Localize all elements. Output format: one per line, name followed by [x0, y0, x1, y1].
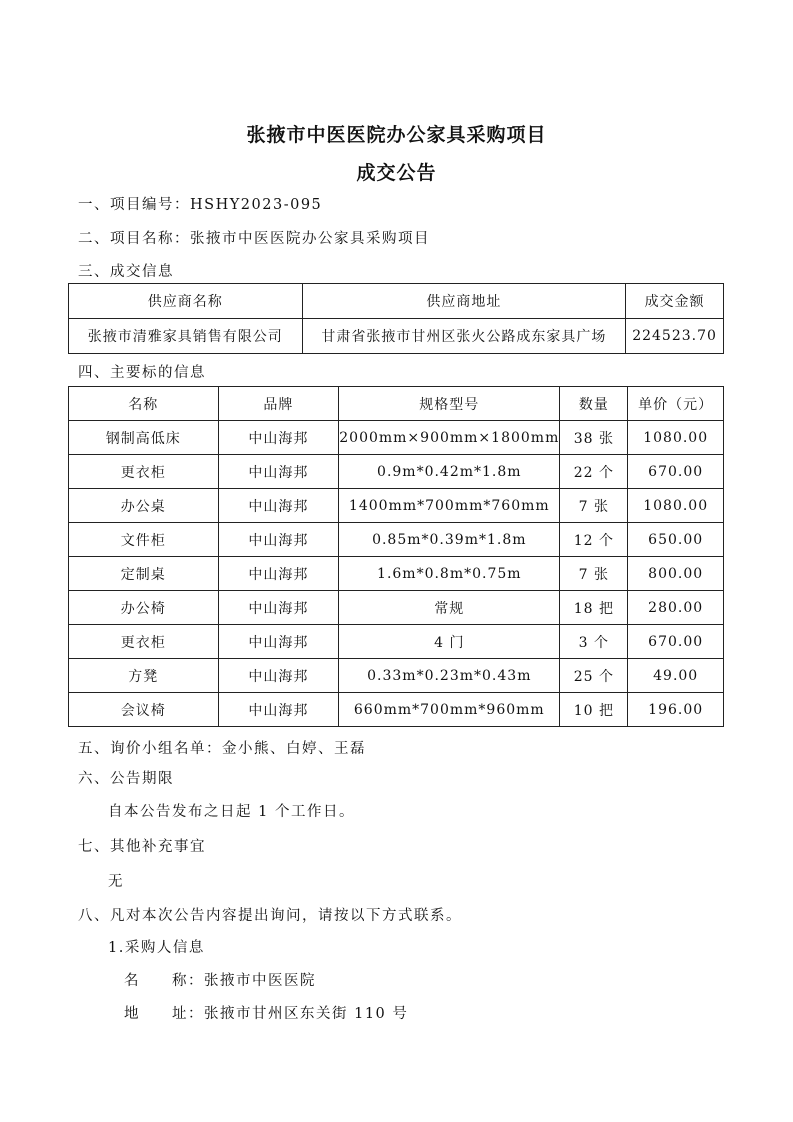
table-row	[69, 523, 724, 557]
supplier-table	[68, 283, 724, 354]
item-name: 方凳	[69, 659, 219, 693]
table-row	[69, 591, 724, 625]
notice-period-body: 自本公告发布之日起 1 个工作日。	[108, 804, 355, 820]
header-cell: 供应商地址	[302, 284, 626, 319]
table-row	[69, 489, 724, 523]
table-row	[69, 693, 724, 727]
header-cell: 名称	[69, 387, 219, 421]
supplier-address: 甘肃省张掖市甘州区张火公路成东家具广场	[302, 319, 626, 354]
item-qty: 10 把	[560, 693, 628, 727]
item-spec: 4 门	[339, 625, 560, 659]
item-name: 钢制高低床	[69, 421, 219, 455]
table-row	[69, 455, 724, 489]
header-cell: 规格型号	[339, 387, 560, 421]
item-qty: 12 个	[560, 523, 628, 557]
item-name: 文件柜	[69, 523, 219, 557]
item-qty: 38 张	[560, 421, 628, 455]
item-brand: 中山海邦	[218, 591, 339, 625]
other-matters-heading: 七、其他补充事宜	[78, 839, 206, 855]
purchaser-address-label: 地 址：	[124, 1006, 204, 1022]
item-price: 1080.00	[628, 489, 724, 523]
item-brand: 中山海邦	[218, 421, 339, 455]
item-price: 280.00	[628, 591, 724, 625]
table-row	[69, 319, 724, 354]
item-spec: 常规	[339, 591, 560, 625]
item-qty: 7 张	[560, 489, 628, 523]
item-price: 670.00	[628, 455, 724, 489]
item-name: 办公桌	[69, 489, 219, 523]
header-cell: 数量	[560, 387, 628, 421]
item-price: 670.00	[628, 625, 724, 659]
header-cell: 品牌	[218, 387, 339, 421]
item-spec: 0.9m*0.42m*1.8m	[339, 455, 560, 489]
project-name: 二、项目名称：张掖市中医医院办公家具采购项目	[78, 231, 430, 247]
item-spec: 0.33m*0.23m*0.43m	[339, 659, 560, 693]
item-qty: 18 把	[560, 591, 628, 625]
item-spec: 660mm*700mm*960mm	[339, 693, 560, 727]
table-row	[69, 625, 724, 659]
item-qty: 3 个	[560, 625, 628, 659]
item-name: 办公椅	[69, 591, 219, 625]
item-brand: 中山海邦	[218, 455, 339, 489]
document-subtitle: 成交公告	[356, 162, 437, 184]
purchaser-address: 张掖市甘州区东关街 110 号	[204, 1006, 409, 1022]
table-row	[69, 421, 724, 455]
item-qty: 25 个	[560, 659, 628, 693]
header-cell: 供应商名称	[69, 284, 303, 319]
item-brand: 中山海邦	[218, 693, 339, 727]
item-brand: 中山海邦	[218, 557, 339, 591]
supplier-name: 张掖市清雅家具销售有限公司	[69, 319, 303, 354]
items-heading: 四、主要标的信息	[78, 365, 206, 381]
item-name: 更衣柜	[69, 455, 219, 489]
item-brand: 中山海邦	[218, 625, 339, 659]
item-name: 更衣柜	[69, 625, 219, 659]
item-spec: 2000mm×900mm×1800mm	[339, 421, 560, 455]
item-spec: 1400mm*700mm*760mm	[339, 489, 560, 523]
item-spec: 1.6m*0.8m*0.75m	[339, 557, 560, 591]
project-number: 一、项目编号：HSHY2023-095	[78, 197, 323, 213]
table-row	[69, 557, 724, 591]
item-price: 800.00	[628, 557, 724, 591]
other-matters-body: 无	[108, 874, 124, 890]
item-name: 定制桌	[69, 557, 219, 591]
purchaser-name-label: 名 称：	[124, 973, 204, 989]
purchaser-name: 张掖市中医医院	[204, 973, 316, 989]
document-title: 张掖市中医医院办公家具采购项目	[246, 124, 547, 146]
item-price: 49.00	[628, 659, 724, 693]
header-cell: 单价（元）	[628, 387, 724, 421]
contact-heading: 八、凡对本次公告内容提出询问，请按以下方式联系。	[78, 908, 462, 924]
table-header-row	[69, 387, 724, 421]
header-cell: 成交金额	[626, 284, 724, 319]
purchaser-address-row	[124, 1002, 408, 1023]
item-price: 196.00	[628, 693, 724, 727]
purchaser-name-row	[124, 969, 316, 990]
item-spec: 0.85m*0.39m*1.8m	[339, 523, 560, 557]
item-name: 会议椅	[69, 693, 219, 727]
item-price: 650.00	[628, 523, 724, 557]
item-qty: 22 个	[560, 455, 628, 489]
deal-info-heading: 三、成交信息	[78, 264, 174, 280]
item-qty: 7 张	[560, 557, 628, 591]
purchaser-heading: 1.采购人信息	[108, 940, 205, 956]
deal-amount: 224523.70	[626, 319, 724, 354]
items-table	[68, 386, 724, 727]
panel-members: 五、询价小组名单：金小熊、白婷、王磊	[78, 741, 366, 757]
item-price: 1080.00	[628, 421, 724, 455]
item-brand: 中山海邦	[218, 659, 339, 693]
table-row	[69, 659, 724, 693]
table-header-row	[69, 284, 724, 319]
item-brand: 中山海邦	[218, 523, 339, 557]
notice-period-heading: 六、公告期限	[78, 771, 174, 787]
item-brand: 中山海邦	[218, 489, 339, 523]
